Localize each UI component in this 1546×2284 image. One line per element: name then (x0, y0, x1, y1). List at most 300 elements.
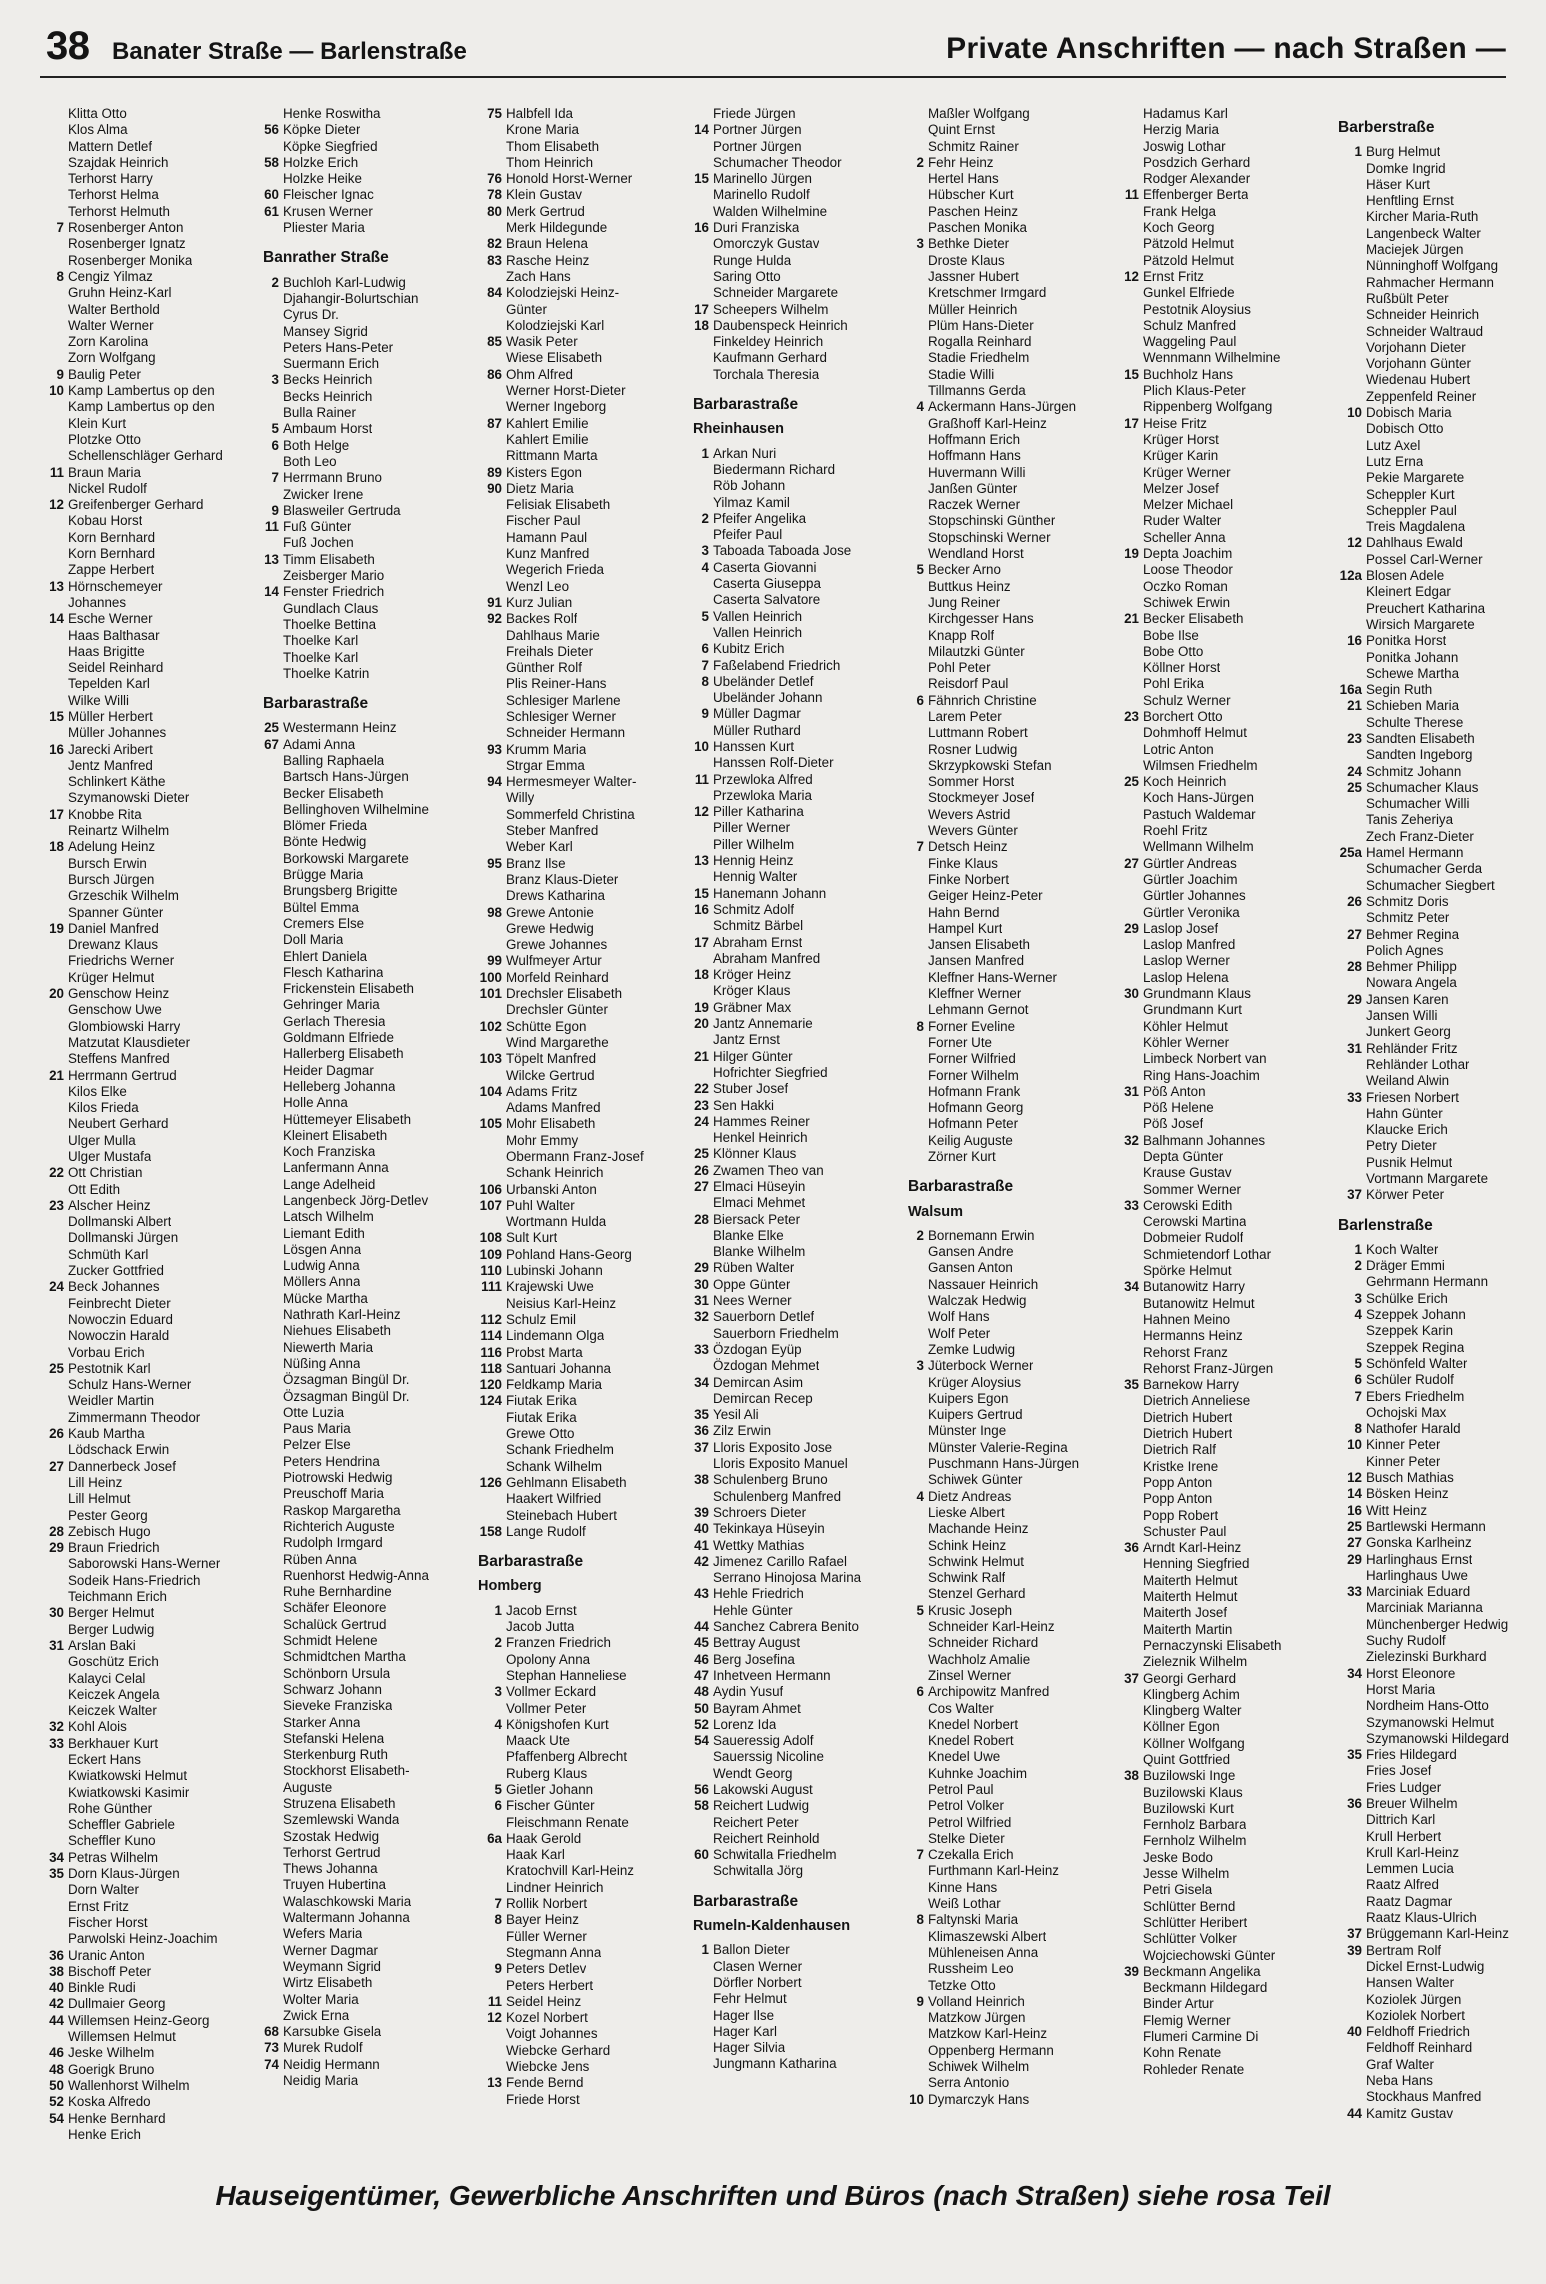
directory-entry (48, 1622, 256, 1638)
resident-name: Abraham Manfred (713, 950, 821, 966)
directory-entry (478, 1279, 686, 1295)
resident-name: Kalayci Celal (68, 1670, 146, 1686)
directory-entry (908, 1293, 1116, 1309)
house-number: 54 (49, 2110, 64, 2126)
resident-name: Laslop Werner (1143, 953, 1230, 969)
house-number (1338, 291, 1366, 307)
directory-entry (48, 285, 256, 301)
house-number: 26 (1347, 893, 1362, 909)
directory-entry (1123, 1328, 1331, 1344)
resident-name: Szeppek Johann (1366, 1307, 1466, 1323)
directory-entry (908, 693, 1116, 709)
house-number: 34 (1347, 1665, 1362, 1681)
resident-name: Loose Theodor (1143, 562, 1233, 578)
house-number (1338, 487, 1366, 503)
house-number (1123, 562, 1143, 578)
resident-name: Schülke Erich (1366, 1290, 1448, 1306)
house-number: 11 (487, 1993, 502, 2009)
house-number: 48 (694, 1684, 709, 1700)
resident-name: Butanowitz Helmut (1143, 1295, 1255, 1311)
resident-name: Lindemann Olga (506, 1328, 605, 1344)
resident-name: Auguste (283, 1779, 333, 1795)
resident-name: Özdogan Eyüp (713, 1341, 802, 1357)
house-number (478, 579, 506, 595)
resident-name: Koziolek Jürgen (1366, 1991, 1462, 2007)
house-number (908, 1116, 928, 1132)
resident-name: Zimmermann Theodor (68, 1409, 201, 1425)
house-number (1123, 953, 1143, 969)
house-number: 23 (1347, 730, 1362, 746)
resident-name: Bursch Jürgen (68, 871, 155, 887)
house-number (1123, 1573, 1143, 1589)
house-number (1123, 888, 1143, 904)
directory-entry (478, 1459, 686, 1475)
directory-entry (1123, 1263, 1331, 1279)
resident-name: Ambaum Horst (283, 421, 373, 437)
house-number (263, 617, 283, 633)
directory-entry (263, 1389, 471, 1405)
resident-name: Piller Werner (713, 820, 791, 836)
resident-name: Fleischmann Renate (506, 1814, 629, 1830)
resident-name: Lloris Exposito Jose (713, 1439, 833, 1455)
directory-entry (693, 495, 901, 511)
directory-entry (1123, 350, 1331, 366)
directory-entry (693, 772, 901, 788)
house-number (263, 949, 283, 965)
resident-name: Schneider Karl-Heinz (928, 1619, 1055, 1635)
directory-entry (1338, 552, 1546, 568)
resident-name: Fischer Günter (506, 1798, 595, 1814)
directory-entry (1338, 1894, 1546, 1910)
resident-name: Nowoczin Harald (68, 1328, 170, 1344)
house-number: 46 (694, 1651, 709, 1667)
resident-name: Pohl Erika (1143, 676, 1205, 692)
directory-entry (693, 658, 901, 674)
house-number: 34 (49, 1849, 64, 1865)
house-number (263, 291, 283, 307)
directory-entry (693, 706, 901, 722)
house-number (1123, 1459, 1143, 1475)
house-number: 44 (1347, 2105, 1362, 2121)
resident-name: Müller Ruthard (713, 722, 801, 738)
directory-entry (478, 1880, 686, 1896)
directory-entry (48, 350, 256, 366)
directory-entry (1123, 285, 1331, 301)
house-number (1123, 1426, 1143, 1442)
directory-entry (263, 220, 471, 236)
house-number (263, 1796, 283, 1812)
resident-name: Alscher Heinz (68, 1197, 151, 1213)
directory-entry (48, 1442, 256, 1458)
house-number (1123, 823, 1143, 839)
directory-entry (48, 1149, 256, 1165)
resident-name: Segin Ruth (1366, 682, 1433, 698)
directory-entry (1123, 383, 1331, 399)
directory-entry (478, 660, 686, 676)
directory-entry (693, 804, 901, 820)
directory-entry (1338, 1666, 1546, 1682)
resident-name: Horst Maria (1366, 1681, 1436, 1697)
house-number (908, 1749, 928, 1765)
directory-entry (263, 1747, 471, 1763)
directory-entry (908, 399, 1116, 415)
house-number (1338, 1073, 1366, 1089)
house-number (908, 1326, 928, 1342)
house-number (1338, 1106, 1366, 1122)
directory-entry (48, 1817, 256, 1833)
directory-entry (693, 1942, 901, 1958)
house-number (478, 220, 506, 236)
directory-entry (478, 253, 686, 269)
resident-name: Walczak Hedwig (928, 1293, 1027, 1309)
resident-name: Schellenschläger Gerhard (68, 448, 223, 464)
directory-entry (1123, 693, 1331, 709)
directory-entry (1123, 399, 1331, 415)
directory-entry (48, 367, 256, 383)
resident-name: Köhler Helmut (1143, 1018, 1228, 1034)
resident-name: Borkowski Margarete (283, 850, 409, 866)
directory-entry (1123, 807, 1331, 823)
directory-entry (478, 465, 686, 481)
house-number (263, 389, 283, 405)
house-number (1123, 725, 1143, 741)
resident-name: Yesil Ali (713, 1407, 759, 1423)
directory-entry (1338, 1992, 1546, 2008)
directory-entry (908, 1260, 1116, 1276)
resident-name: Fehr Heinz (928, 154, 994, 170)
page-title: Private Anschriften — nach Straßen — (946, 32, 1506, 65)
resident-name: Nordheim Hans-Otto (1366, 1698, 1489, 1714)
resident-name: Blanke Wilhelm (713, 1244, 806, 1260)
house-number (693, 1831, 713, 1847)
house-number: 36 (694, 1423, 709, 1439)
resident-name: Finkeldey Heinrich (713, 334, 824, 350)
directory-entry (908, 1149, 1116, 1165)
directory-entry (478, 937, 686, 953)
directory-entry (693, 902, 901, 918)
directory-entry (1123, 660, 1331, 676)
resident-name: Matzutat Klausdieter (68, 1034, 191, 1050)
resident-name: Dahlhaus Ewald (1366, 535, 1463, 551)
house-number: 15 (1124, 366, 1139, 382)
directory-entry (263, 1992, 471, 2008)
resident-name: Kurz Julian (506, 594, 573, 610)
house-number: 111 (481, 1279, 502, 1295)
house-number (1123, 1361, 1143, 1377)
resident-name: Haakert Wilfried (506, 1491, 602, 1507)
house-number (1338, 715, 1366, 731)
house-number (908, 595, 928, 611)
directory-entry (1123, 546, 1331, 562)
directory-entry (263, 1649, 471, 1665)
resident-name: Joswig Lothar (1143, 138, 1226, 154)
directory-entry (263, 1128, 471, 1144)
resident-name: Furthmann Karl-Heinz (928, 1863, 1059, 1879)
directory-entry (263, 1584, 471, 1600)
resident-name: Schumacher Theodor (713, 154, 842, 170)
resident-name: Schulte Therese (1366, 714, 1464, 730)
directory-entry (693, 967, 901, 983)
directory-entry (48, 856, 256, 872)
directory-entry (48, 1459, 256, 1475)
directory-entry (48, 139, 256, 155)
house-number: 39 (1347, 1942, 1362, 1958)
house-number (263, 753, 283, 769)
resident-name: Sult Kurt (506, 1230, 558, 1246)
house-number (1338, 975, 1366, 991)
house-number (263, 2008, 283, 2024)
house-number: 6 (271, 437, 279, 453)
directory-entry (478, 1815, 686, 1831)
directory-entry (908, 1228, 1116, 1244)
resident-name: Thoelke Katrin (283, 665, 370, 681)
house-number (693, 527, 713, 543)
directory-entry (263, 617, 471, 633)
directory-entry (263, 932, 471, 948)
directory-entry (1123, 1736, 1331, 1752)
house-number (48, 1556, 68, 1572)
directory-entry (478, 318, 686, 334)
resident-name: Faßelabend Friedrich (713, 657, 841, 673)
directory-entry (1338, 1812, 1546, 1828)
house-number (693, 155, 713, 171)
resident-name: Witt Heinz (1366, 1502, 1428, 1518)
directory-entry (908, 1326, 1116, 1342)
resident-name: Zörner Kurt (928, 1149, 996, 1164)
house-number (1338, 796, 1366, 812)
resident-name: Özsagman Bingül Dr. (283, 1388, 410, 1404)
directory-entry (908, 530, 1116, 546)
resident-name: Schiwek Wilhelm (928, 2059, 1030, 2075)
resident-name: Archipowitz Manfred (928, 1684, 1050, 1700)
directory-entry (1338, 1682, 1546, 1698)
resident-name: Urbanski Anton (506, 1181, 597, 1197)
house-number (263, 1177, 283, 1193)
directory-entry (263, 204, 471, 220)
house-number (1338, 1454, 1366, 1470)
house-number (1123, 1263, 1143, 1279)
house-number: 52 (49, 2094, 64, 2110)
house-number (48, 1589, 68, 1605)
directory-entry (478, 595, 686, 611)
resident-name: Huvermann Willi (928, 464, 1026, 480)
house-number: 108 (479, 1230, 502, 1246)
resident-name: Wind Margarethe (506, 1034, 609, 1050)
directory-entry (1338, 1073, 1546, 1089)
directory-entry (1123, 204, 1331, 220)
directory-entry (478, 2026, 686, 2042)
resident-name: Henke Erich (68, 2126, 141, 2142)
resident-name: Grundmann Kurt (1143, 1002, 1242, 1018)
house-number (48, 481, 68, 497)
directory-entry (1338, 829, 1546, 845)
directory-entry (693, 739, 901, 755)
house-number (1123, 1980, 1143, 1996)
house-number: 1 (1354, 1241, 1362, 1257)
house-number (48, 1051, 68, 1067)
resident-name: Vorbau Erich (68, 1344, 145, 1360)
directory-entry (1338, 193, 1546, 209)
directory-entry (908, 1391, 1116, 1407)
resident-name: Köpke Siegfried (283, 138, 378, 154)
directory-entry (1338, 568, 1546, 584)
house-number: 52 (694, 1716, 709, 1732)
resident-name: Gürtler Joachim (1143, 871, 1238, 887)
resident-name: Domke Ingrid (1366, 160, 1446, 176)
house-number: 75 (487, 106, 502, 121)
directory-entry (48, 1393, 256, 1409)
resident-name: Hermesmeyer Walter- (506, 774, 637, 790)
directory-entry (48, 1068, 256, 1084)
directory-entry (263, 1975, 471, 1991)
directory-entry (908, 1863, 1116, 1879)
directory-entry (693, 853, 901, 869)
house-number (478, 269, 506, 285)
directory-entry (478, 1603, 686, 1619)
house-number: 25a (1339, 845, 1362, 861)
resident-name: Gansen Andre (928, 1244, 1014, 1260)
directory-entry (1338, 1421, 1546, 1437)
resident-name: Schlütter Volker (1143, 1931, 1237, 1947)
resident-name: Bellinghoven Wilhelmine (283, 801, 429, 817)
house-number (1123, 1149, 1143, 1165)
house-number (48, 1622, 68, 1638)
directory-entry (693, 462, 901, 478)
house-number (908, 872, 928, 888)
resident-name: Dräger Emmi (1366, 1258, 1445, 1274)
directory-entry (1338, 1747, 1546, 1763)
resident-name: Kwiatkowski Helmut (68, 1768, 188, 1784)
directory-entry (908, 1423, 1116, 1439)
directory-entry (908, 448, 1116, 464)
directory-entry (1123, 2045, 1331, 2061)
house-number (1123, 1165, 1143, 1181)
house-number (1338, 943, 1366, 959)
resident-name: Pernaczynski Elisabeth (1143, 1637, 1282, 1653)
house-number (1338, 878, 1366, 894)
house-number (1123, 676, 1143, 692)
house-number (1123, 465, 1143, 481)
directory-entry (48, 1850, 256, 1866)
house-number (693, 755, 713, 771)
resident-name: Kobau Horst (68, 513, 143, 529)
resident-name: Hallerberg Elisabeth (283, 1046, 404, 1062)
house-number (1123, 2029, 1143, 2045)
resident-name: Kamp Lambertus op den (68, 383, 215, 399)
house-number (478, 725, 506, 741)
resident-name: Hadamus Karl (1143, 106, 1228, 121)
house-number: 12 (694, 804, 709, 820)
house-number (693, 1244, 713, 1260)
directory-entry (263, 470, 471, 486)
resident-name: Borchert Otto (1143, 708, 1223, 724)
directory-entry (478, 1717, 686, 1733)
house-number (693, 1456, 713, 1472)
resident-name: Kozel Norbert (506, 2010, 588, 2026)
resident-name: Gräbner Max (713, 999, 792, 1015)
resident-name: Suermann Erich (283, 356, 380, 372)
house-number (1338, 372, 1366, 388)
resident-name: Gruhn Heinz-Karl (68, 285, 172, 301)
house-number (263, 568, 283, 584)
house-number (48, 970, 68, 986)
house-number (478, 1442, 506, 1458)
directory-entry (1338, 1486, 1546, 1502)
directory-entry (263, 503, 471, 519)
resident-name: Czekalla Erich (928, 1847, 1014, 1863)
resident-name: Hamel Hermann (1366, 845, 1464, 861)
directory-entry (1123, 1377, 1331, 1393)
house-number (908, 1342, 928, 1358)
house-number: 40 (49, 1980, 64, 1996)
resident-name: Kristke Irene (1143, 1458, 1219, 1474)
directory-entry (908, 2092, 1116, 2108)
house-number (1338, 340, 1366, 356)
resident-name: Jansen Willi (1366, 1008, 1438, 1024)
house-number: 2 (271, 274, 279, 290)
house-number (1123, 1230, 1143, 1246)
directory-entry (478, 1426, 686, 1442)
resident-name: Wellmann Wilhelm (1143, 839, 1254, 855)
directory-entry (263, 487, 471, 503)
directory-entry (478, 1442, 686, 1458)
resident-name: Binder Artur (1143, 1996, 1214, 2012)
directory-entry (908, 1603, 1116, 1619)
directory-entry (693, 2024, 901, 2040)
house-number (1123, 872, 1143, 888)
resident-name: Özdogan Mehmet (713, 1358, 820, 1374)
house-number: 35 (1347, 1747, 1362, 1763)
resident-name: Ring Hans-Joachim (1143, 1067, 1260, 1083)
house-number (263, 1291, 283, 1307)
directory-entry (693, 155, 901, 171)
house-number (263, 1861, 283, 1877)
house-number (478, 513, 506, 529)
resident-name: Berg Josefina (713, 1651, 795, 1667)
house-number: 23 (1124, 708, 1139, 724)
directory-entry (908, 1554, 1116, 1570)
resident-name: Kolodziejski Karl (506, 317, 605, 333)
house-number (263, 1340, 283, 1356)
directory-entry (908, 709, 1116, 725)
directory-entry (263, 1845, 471, 1861)
directory-entry (908, 187, 1116, 203)
house-number (48, 1931, 68, 1947)
house-number (908, 481, 928, 497)
resident-name: Bischoff Peter (68, 1963, 152, 1979)
directory-entry (478, 1035, 686, 1051)
resident-name: Klitta Otto (68, 106, 127, 121)
directory-entry (263, 372, 471, 388)
directory-entry (693, 367, 901, 383)
house-number (263, 1307, 283, 1323)
house-number (908, 856, 928, 872)
resident-name: Oppenberg Hermann (928, 2042, 1054, 2058)
house-number: 44 (49, 2012, 64, 2028)
directory-entry (48, 1882, 256, 1898)
resident-name: Biedermann Richard (713, 461, 836, 477)
directory-entry (263, 2024, 471, 2040)
house-number (263, 1584, 283, 1600)
resident-name: Schmidtchen Martha (283, 1649, 406, 1665)
house-number (48, 2029, 68, 2045)
directory-entry (48, 1491, 256, 1507)
resident-name: Weymann Sigrid (283, 1958, 381, 1974)
house-number (1338, 1975, 1366, 1991)
directory-entry (693, 1391, 901, 1407)
directory-entry (1338, 372, 1546, 388)
directory-entry (263, 1763, 471, 1779)
